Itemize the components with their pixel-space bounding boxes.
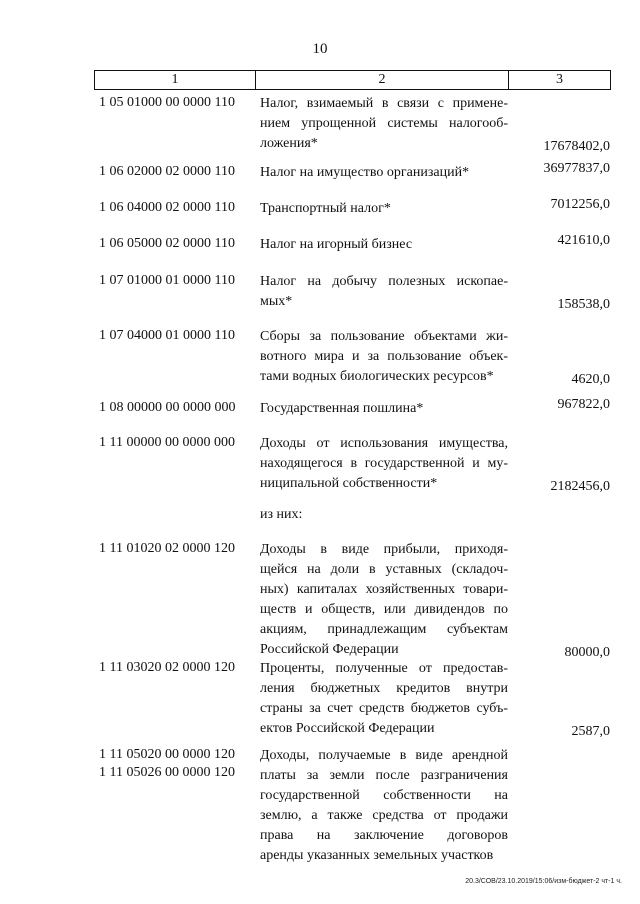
revenue-name (260, 399, 508, 419)
page-number: 10 (312, 41, 328, 57)
revenue-name-line: щейся на доли в уставных (складоч- (260, 562, 508, 577)
revenue-name-line: Транспортный налог* (260, 201, 391, 216)
budget-code-line: 1 07 01000 01 0000 110 (99, 273, 235, 288)
revenue-name-line: Доходы, получаемые в виде арендной (260, 748, 508, 763)
amount: 2182456,0 (550, 479, 610, 494)
amount: 4620,0 (571, 372, 610, 387)
revenue-name-line: ектов Российской Федерации (260, 721, 435, 736)
header-cell-2: 2 (256, 71, 509, 89)
revenue-name (260, 272, 508, 312)
revenue-name-line: акциям, принадлежащим субъектам (260, 622, 508, 637)
revenue-name-line: Проценты, полученные от предостав- (260, 661, 508, 676)
revenue-name-line: платы за земли после разграничения (260, 768, 508, 783)
budget-code-line: 1 06 04000 02 0000 110 (99, 200, 235, 215)
revenue-name-line: Государственная пошлина* (260, 401, 424, 416)
revenue-name-line: ложения* (260, 136, 318, 151)
revenue-name-line: Налог на имущество организаций* (260, 165, 470, 180)
budget-code-line: 1 07 04000 01 0000 110 (99, 328, 235, 343)
header-cell-1: 1 (95, 71, 256, 89)
revenue-name-line: Налог на добычу полезных ископае- (260, 274, 508, 289)
budget-code (99, 163, 254, 181)
budget-code-line: 1 11 00000 00 0000 000 (99, 435, 235, 450)
budget-code (99, 94, 254, 112)
revenue-name-line: аренды указанных земельных участков (260, 848, 494, 863)
amount: 421610,0 (557, 233, 610, 248)
header-cell-3: 3 (556, 72, 563, 87)
revenue-name-line: Налог, взимаемый в связи с примене- (260, 96, 508, 111)
budget-code (99, 399, 254, 417)
revenue-name (260, 94, 508, 154)
revenue-name-line: Сборы за пользование объектами жи- (260, 329, 508, 344)
revenue-name-line: землю, а также средства от продажи (260, 808, 508, 823)
amount: 967822,0 (557, 397, 610, 412)
budget-code-line: 1 06 02000 02 0000 110 (99, 164, 235, 179)
budget-code (99, 659, 254, 677)
amount: 2587,0 (571, 724, 610, 739)
revenue-name-line: находящегося в государственной и му- (260, 456, 508, 471)
revenue-name-line: права на заключение договоров (260, 828, 508, 843)
revenue-name-line: из них: (260, 507, 303, 522)
budget-code-line: 1 06 05000 02 0000 110 (99, 236, 235, 251)
revenue-name-line: ществ и обществ, или дивидендов по (260, 602, 508, 617)
revenue-name (260, 659, 508, 739)
table-header (94, 70, 611, 90)
revenue-name-line: Налог на игорный бизнес (260, 237, 413, 252)
revenue-name-line: ниципальной собственности* (260, 476, 438, 491)
revenue-name-line: Доходы от использования имущества, (260, 436, 508, 451)
footer-stamp: 20.3/СОВ/23.10.2019/15:06/изм-бюджет-2 чт-1 ч. (465, 878, 622, 885)
revenue-name-line: страны за счет средств бюджетов субъ- (260, 701, 508, 716)
revenue-name-line: тами водных биологических ресурсов* (260, 369, 494, 384)
revenue-name-line: ления бюджетных кредитов внутри (260, 681, 508, 696)
revenue-name-line: государственной собственности на (260, 788, 508, 803)
revenue-name-line: Доходы в виде прибыли, приходя- (260, 542, 508, 557)
amount: 158538,0 (557, 297, 610, 312)
budget-code (99, 434, 254, 452)
amount: 17678402,0 (543, 139, 610, 154)
budget-code (99, 272, 254, 290)
amount: 80000,0 (564, 645, 610, 660)
revenue-name-line: вотного мира и за пользование объек- (260, 349, 508, 364)
revenue-name (260, 746, 508, 866)
amount: 7012256,0 (550, 197, 610, 212)
budget-code-line: 1 08 00000 00 0000 000 (99, 400, 236, 415)
budget-code (99, 199, 254, 217)
revenue-name (260, 540, 508, 660)
revenue-name (260, 163, 508, 183)
revenue-name (260, 235, 508, 255)
budget-code (99, 540, 254, 558)
revenue-name-line: ных) капиталах хозяйственных товари- (260, 582, 508, 597)
budget-code-line: 1 11 05026 00 0000 120 (99, 764, 235, 780)
revenue-name-line: мых* (260, 294, 293, 309)
budget-code-line: 1 11 05020 00 0000 120 (99, 747, 235, 762)
revenue-name (260, 199, 508, 219)
budget-code-line: 1 11 01020 02 0000 120 (99, 541, 235, 556)
revenue-name-line: нием упрощенной системы налогооб- (260, 116, 508, 131)
budget-code (99, 235, 254, 253)
revenue-name (260, 327, 508, 387)
revenue-name (260, 434, 508, 494)
revenue-name-line: Российской Федерации (260, 642, 399, 657)
budget-code (99, 327, 254, 345)
amount: 36977837,0 (543, 161, 610, 176)
budget-code-line: 1 11 03020 02 0000 120 (99, 660, 235, 675)
revenue-name (260, 505, 508, 525)
budget-code (99, 746, 254, 781)
budget-code-line: 1 05 01000 00 0000 110 (99, 95, 235, 110)
